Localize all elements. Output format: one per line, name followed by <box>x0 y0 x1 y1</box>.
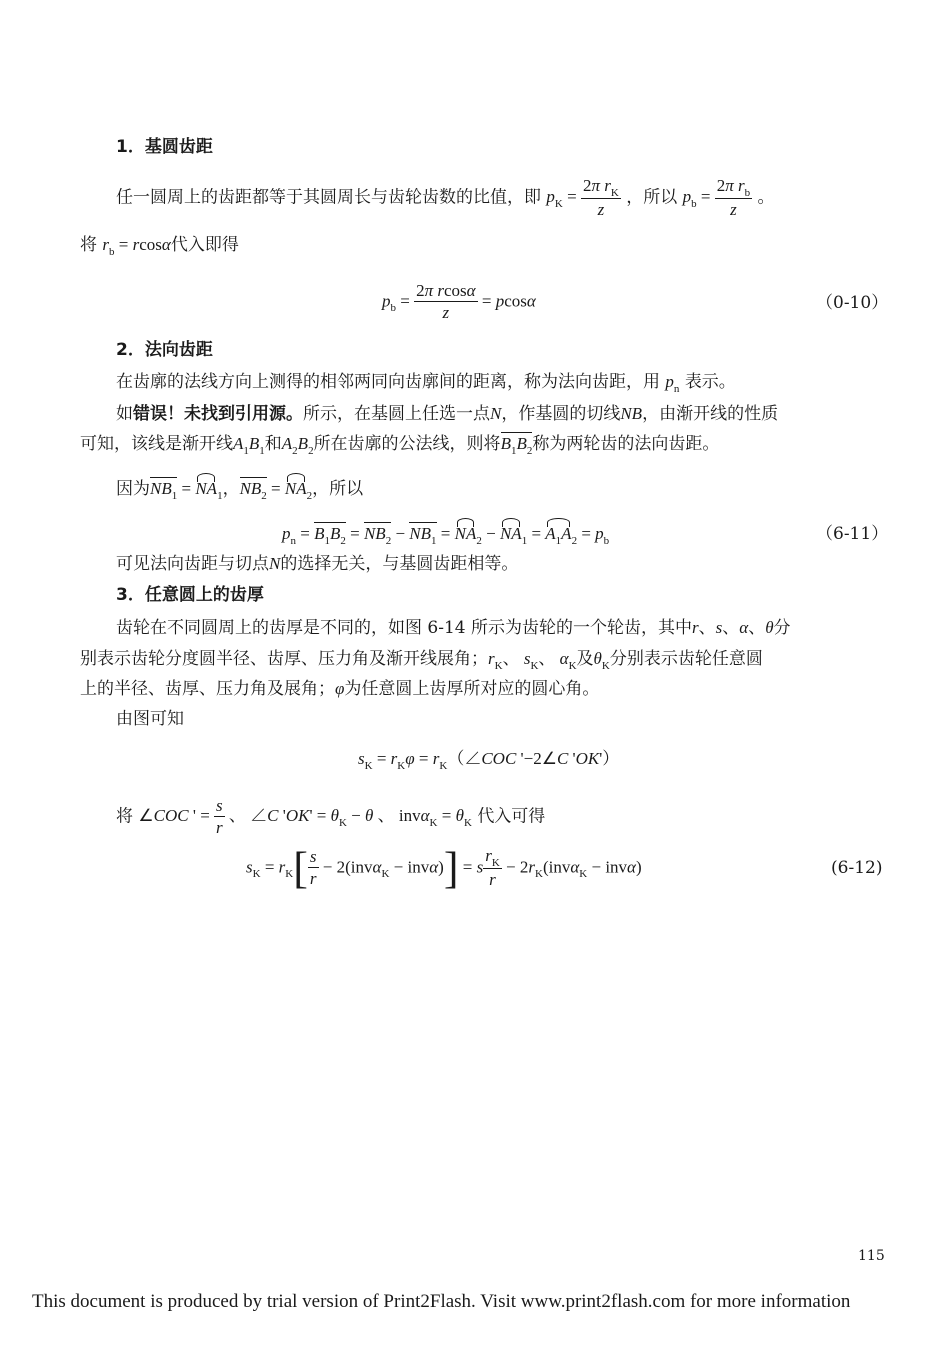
text: 因为 <box>116 479 150 499</box>
paragraph-base-pitch <box>116 176 775 221</box>
text: ，所以 <box>312 479 364 499</box>
equation-0-10: $p_b$ = $\frac{\text{2π rcosα}}{z}$ = pcosα <box>382 281 536 322</box>
text: 分别表示齿轮任意圆 <box>609 649 763 669</box>
equation-number: （0-10） <box>816 293 889 313</box>
segment-b1b2: $B_1B_2$ <box>500 434 533 457</box>
formula-nb2: $NB_2 = NA_2$ <box>239 479 313 502</box>
text: 在齿廓的法线方向上测得的相邻两同向齿廓间的距离，称为法向齿距，用 <box>116 372 660 392</box>
trial-watermark-footer: This document is produced by trial version of Print2Flash. Visit www.print2flash.com for more information <box>32 1291 851 1312</box>
text: 将 <box>116 806 133 827</box>
formula-angles: ∠COC ' = $\frac{s}{r}$ 、 ∠C '$OK' = \theta_K - \theta$ 、 $inv\alpha_K = \theta_K$ <box>138 796 472 837</box>
text: 的选择无关，与基圆齿距相等。 <box>280 554 519 574</box>
section-heading-tooth-thickness: 3．任意圆上的齿厚 <box>116 585 264 605</box>
text: 可见法向齿距与切点 <box>116 554 269 574</box>
text: 如 <box>116 404 133 424</box>
formula-pn: $p_n$ <box>665 372 680 395</box>
equation-number: （6-11） <box>816 524 889 544</box>
paragraph-normal-pitch-def <box>116 371 736 395</box>
text: 将 <box>80 235 97 255</box>
text: 。 <box>757 187 775 208</box>
text: ，所以 <box>626 187 678 208</box>
section-heading-normal-pitch: 2．法向齿距 <box>116 340 213 360</box>
text: 所在齿廓的公法线，则将 <box>313 434 501 454</box>
paragraph-substitute-angles <box>116 796 545 839</box>
text: 表示。 <box>684 372 736 392</box>
text: 任一圆周上的齿距都等于其圆周长与齿轮齿数的比值，即 <box>116 187 541 208</box>
formula-pk: $p_K$ = $\frac{2\pi r_K}{z}$ <box>546 176 619 219</box>
text: 可知，该线是渐开线 <box>80 434 233 454</box>
text: 分 <box>773 618 791 638</box>
text: 为任意圆上齿厚所对应的圆心角。 <box>344 679 600 699</box>
paragraph-tangent-cont: 可知，该线是渐开线$A_1B_1$和$A_2B_2$所在齿廓的公法线，则将$B_1B_2$称为两轮齿的法向齿距。 <box>80 434 720 457</box>
equation-sk: $s_K = r_K\varphi$ = $r_K(\angle COC$ '−2∠C 'OK'） <box>358 749 620 772</box>
paragraph-substitute <box>80 234 239 258</box>
text: 代入可得 <box>477 806 546 827</box>
section-heading-base-pitch: 1．基圆齿距 <box>116 137 213 157</box>
text: 及 <box>576 649 594 669</box>
paragraph-thickness-1: 齿轮在不同圆周上的齿厚是不同的，如图 6-14 所示为齿轮的一个轮齿，其中r、s、α、θ分 <box>116 618 791 638</box>
text: 称为两轮齿的法向齿距。 <box>532 434 720 454</box>
formula-pb: $p_b$ = $\frac{2\pi r_b}{z}$ <box>682 176 751 219</box>
equation-6-11: $p_n = B_1B_2 = NB_2 - NB_1 = NA_2 - NA_1 = A_1A_2 = p_b$ <box>282 524 610 547</box>
formula-nb1: $NB_1 = NA_1$ <box>150 479 223 502</box>
text: ，由渐开线的性质 <box>642 404 779 424</box>
paragraph-thickness-2: 别表示齿轮分度圆半径、齿厚、压力角及渐开线展角；$r_K$、 $s_K$、 $\alpha_K$及$\theta_K$分别表示齿轮任意圆 <box>80 649 763 672</box>
page-number: 115 <box>858 1248 885 1264</box>
paragraph-conclusion: 可见法向齿距与切点N的选择无关，与基圆齿距相等。 <box>116 554 519 574</box>
formula-rb: $r_b = rcos\alpha$ <box>102 235 171 258</box>
equation-6-12: $s_K = r_K$[ $\frac{s}{r}$ − 2(invα$_K$ − invα)] = s $\frac{r_K}{r}$ − $2r_K(inv\alpha_K - inv\alpha)$ <box>246 843 642 893</box>
paragraph-from-figure: 由图可知 <box>116 709 184 729</box>
text: 齿轮在不同圆周上的齿厚是不同的，如图 6-14 所示为齿轮的一个轮齿，其中 <box>116 618 692 638</box>
paragraph-because <box>116 478 363 502</box>
text: ，作基圆的切线 <box>501 404 621 424</box>
text: 和 <box>264 434 282 454</box>
text: 别表示齿轮分度圆半径、齿厚、压力角及渐开线展角； <box>80 649 488 669</box>
paragraph-tangent: 如错误！未找到引用源。所示，在基圆上任选一点N，作基圆的切线NB，由渐开线的性质 <box>116 404 779 424</box>
text: ， <box>222 479 240 499</box>
reference-error: 错误！未找到引用源。 <box>133 404 303 424</box>
text: 代入即得 <box>170 235 239 255</box>
paragraph-thickness-3: 上的半径、齿厚、压力角及展角；φ为任意圆上齿厚所对应的圆心角。 <box>80 679 600 699</box>
text: 所示，在基圆上任选一点 <box>303 404 490 424</box>
text: 上的半径、齿厚、压力角及展角； <box>80 679 335 699</box>
equation-number: (6-12) <box>831 858 883 878</box>
